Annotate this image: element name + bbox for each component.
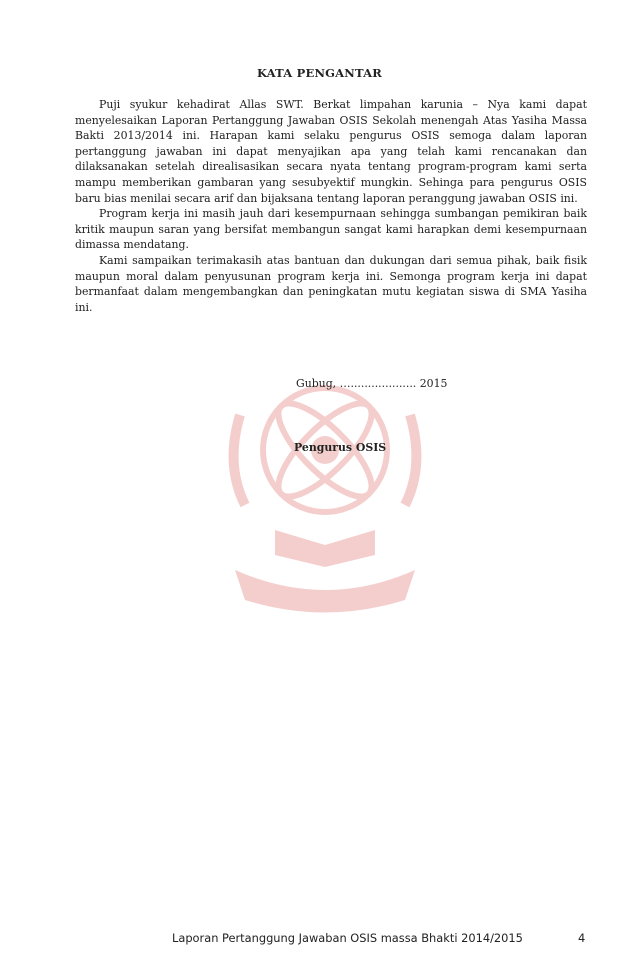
paragraph-2: Program kerja ini masih jauh dari kesempurnaan sehingga sumbangan pemikiran baik kritik maupun saran yang bersifat membangun sangat kami harapkan demi kesempurnaan dimassa mendatang. xyxy=(75,207,587,252)
footer-text: Laporan Pertanggung Jawaban OSIS massa Bhakti 2014/2015 xyxy=(172,931,523,945)
signature-name: Pengurus OSIS xyxy=(294,441,387,454)
page-number: 4 xyxy=(578,931,586,945)
paragraph-3: Kami sampaikan terimakasih atas bantuan dan dukungan dari semua pihak, baik fisik maupun moral dalam penyusunan program kerja ini. Semonga program kerja ini dapat bermanfaat dalam mengembangkan dan peningkatan mutu kegiatan siswa di SMA Yasiha ini. xyxy=(75,253,587,314)
body-text xyxy=(75,97,587,315)
page-title: KATA PENGANTAR xyxy=(256,66,383,80)
signature-place-date: Gubug, …................... 2015 xyxy=(296,377,448,390)
paragraph-1: Puji syukur kehadirat Allas SWT. Berkat limpahan karunia – Nya kami dapat menyelesaikan Laporan Pertanggung Jawaban OSIS Sekolah menengah Atas Yasiha Massa Bakti 2013/2014 ini. Harapan kami selaku pengurus OSIS semoga dalam laporan pertanggung jawaban ini dapat menyajikan apa yang telah kami rencanakan dan dilaksanakan setelah direalisasikan secara nyata tentang program-program kami serta mampu memberikan gambaran yang sesubyektif mungkin. Sehinga para pengurus OSIS baru bias menilai secara arif dan bijaksana tentang laporan peranggung jawaban OSIS ini. xyxy=(75,98,587,205)
osis-logo-watermark-icon xyxy=(205,355,448,615)
